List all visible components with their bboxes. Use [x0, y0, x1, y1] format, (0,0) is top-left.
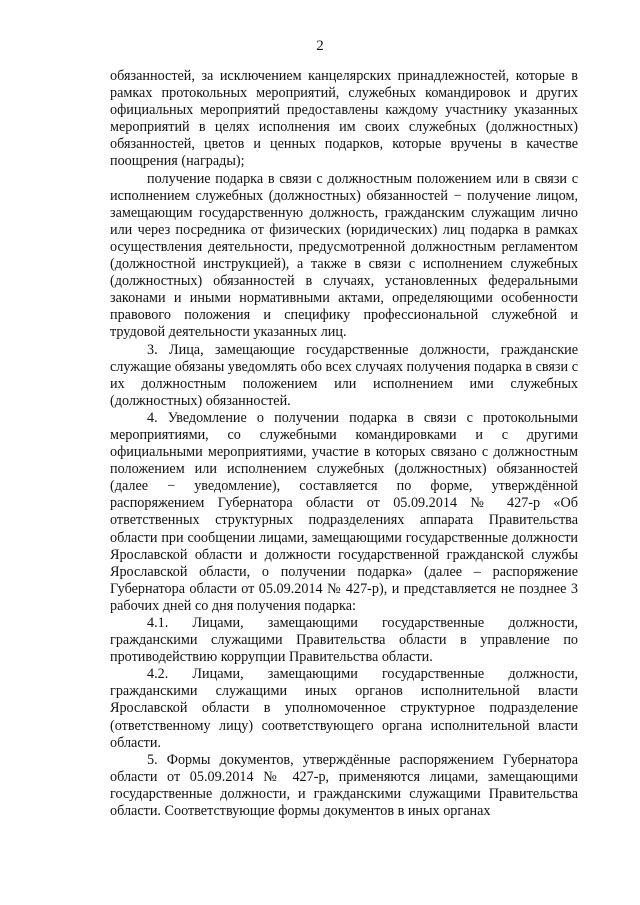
document-body: [110, 68, 578, 820]
paragraph-item-5: 5. Формы документов, утверждённые распоряжением Губернатора области от 05.09.2014 № 427-р, применяются лицами, замещающими государственные должности, и гражданскими служащими Правительства области. Соответствующие формы документов в иных органах: [110, 751, 578, 820]
paragraph-item-4-1: 4.1. Лицами, замещающими государственные должности, гражданскими служащими Правительства области в управление по противодействию коррупции Правительства области.: [110, 615, 578, 666]
paragraph-definition-tail: обязанностей, за исключением канцелярских принадлежностей, которые в рамках протокольных мероприятий, служебных командировок и других официальных мероприятий предоставлены каждому участнику указанных мероприятий в целях исполнения им своих служебных (должностных) обязанностей, цветов и ценных подарков, которые вручены в качестве поощрения (награды);: [110, 68, 578, 170]
paragraph-item-3: 3. Лица, замещающие государственные должности, гражданские служащие обязаны уведомлять обо всех случаях получения подарка в связи с их должностным положением или исполнением ими служебных (должностных) обязанностей.: [110, 341, 578, 409]
page-number: 2: [316, 38, 324, 54]
paragraph-item-4-2: 4.2. Лицами, замещающими государственные должности, гражданскими служащими иных органов исполнительной власти Ярославской области в уполномоченное структурное подразделение (ответственному лицу) соответствующего органа исполнительной власти области.: [110, 666, 578, 751]
paragraph-gift-definition: получение подарка в связи с должностным положением или в связи с исполнением служебных (должностных) обязанностей − получение лицом, замещающим государственную должность, гражданским служащим лично или через посредника от физических (юридических) лиц подарка в рамках осуществления деятельности, предусмотренной должностным регламентом (должностной инструкцией), а также в связи с исполнением служебных (должностных) обязанностей в случаях, установленных федеральными законами и иными нормативными актами, определяющими особенности правового положения и специфику профессиональной служебной и трудовой деятельности указанных лиц.: [110, 170, 578, 341]
paragraph-item-4: 4. Уведомление о получении подарка в связи с протокольными мероприятиями, со служебными командировками и с другими официальными мероприятиями, участие в которых связано с должностным положением или исполнением служебных (должностных) обязанностей (далее − уведомление), составляется по форме, утверждённой распоряжением Губернатора области от 05.09.2014 № 427-р «Об ответственных структурных подразделениях аппарата Правительства области при сообщении лицами, замещающими государственные должности Ярославской области и должности государственной гражданской службы Ярославской области, о получении подарка» (далее – распоряжение Губернатора области от 05.09.2014 № 427-р), и представляется не позднее 3 рабочих дней со дня получения подарка:: [110, 409, 578, 614]
